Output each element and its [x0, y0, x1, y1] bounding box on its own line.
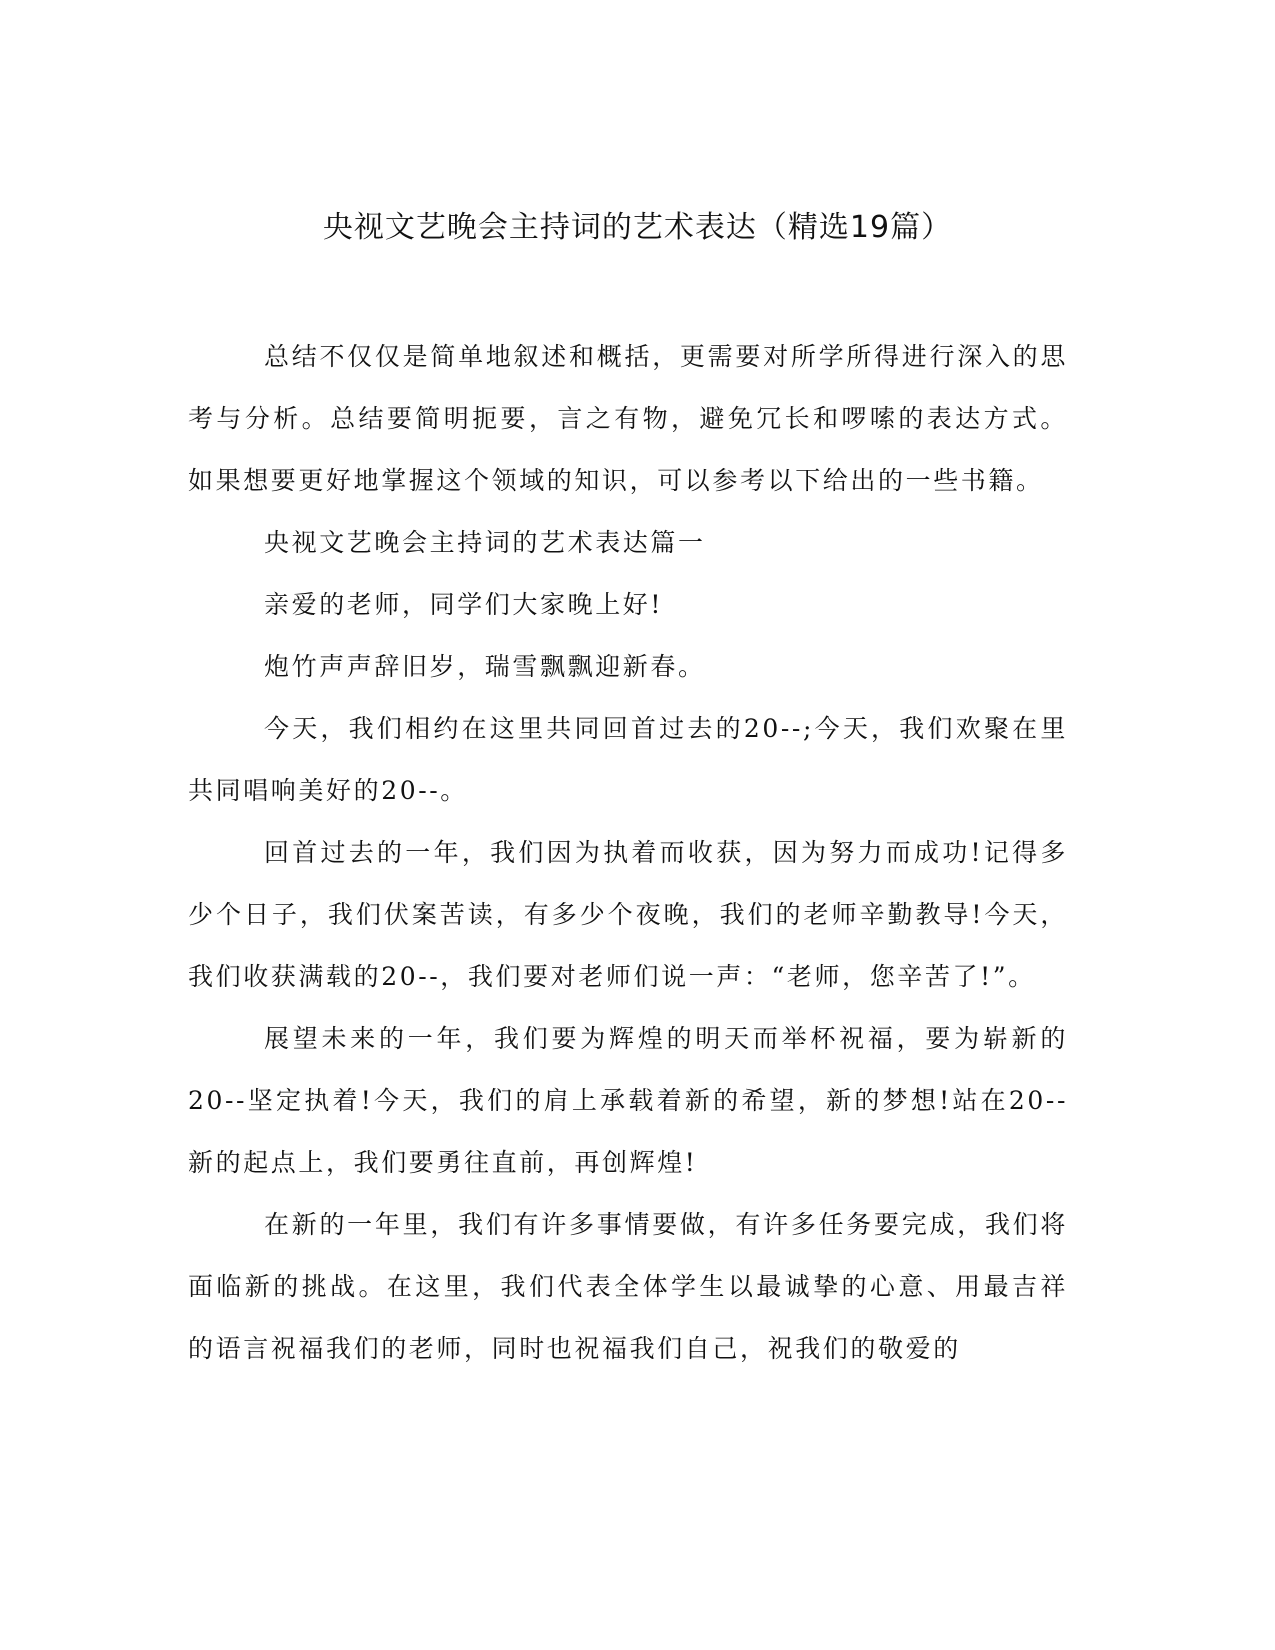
document-title: 央视文艺晚会主持词的艺术表达（精选19篇）: [322, 210, 953, 245]
paragraph-outlook: 展望未来的一年，我们要为辉煌的明天而举杯祝福，要为崭新的20--坚定执着!今天，我们的肩上承载着新的希望，新的梦想!站在20--新的起点上，我们要勇往直前，再创辉煌!: [188, 1024, 1068, 1177]
paragraph-today: 今天，我们相约在这里共同回首过去的20--;今天，我们欢聚在里共同唱响美好的20--。: [188, 714, 1068, 805]
paragraph-couplet: 炮竹声声辞旧岁，瑞雪飘飘迎新春。: [264, 652, 706, 681]
paragraph-new-year: 在新的一年里，我们有许多事情要做，有许多任务要完成，我们将面临新的挑战。在这里，我们代表全体学生以最诚挚的心意、用最吉祥的语言祝福我们的老师，同时也祝福我们自己，祝我们的敬爱的: [188, 1210, 1068, 1363]
paragraph-greeting: 亲爱的老师，同学们大家晚上好!: [264, 590, 664, 619]
section-heading: 央视文艺晚会主持词的艺术表达篇一: [264, 528, 706, 557]
document-body: [188, 326, 1068, 1380]
paragraph-review: 回首过去的一年，我们因为执着而收获，因为努力而成功!记得多少个日子，我们伏案苦读，有多少个夜晚，我们的老师辛勤教导!今天，我们收获满载的20--，我们要对老师们说一声：“老师，您辛苦了!”。: [188, 838, 1068, 991]
paragraph-intro: 总结不仅仅是简单地叙述和概括，更需要对所学所得进行深入的思考与分析。总结要简明扼要，言之有物，避免冗长和啰嗦的表达方式。如果想要更好地掌握这个领域的知识，可以参考以下给出的一些书籍。: [188, 342, 1068, 495]
